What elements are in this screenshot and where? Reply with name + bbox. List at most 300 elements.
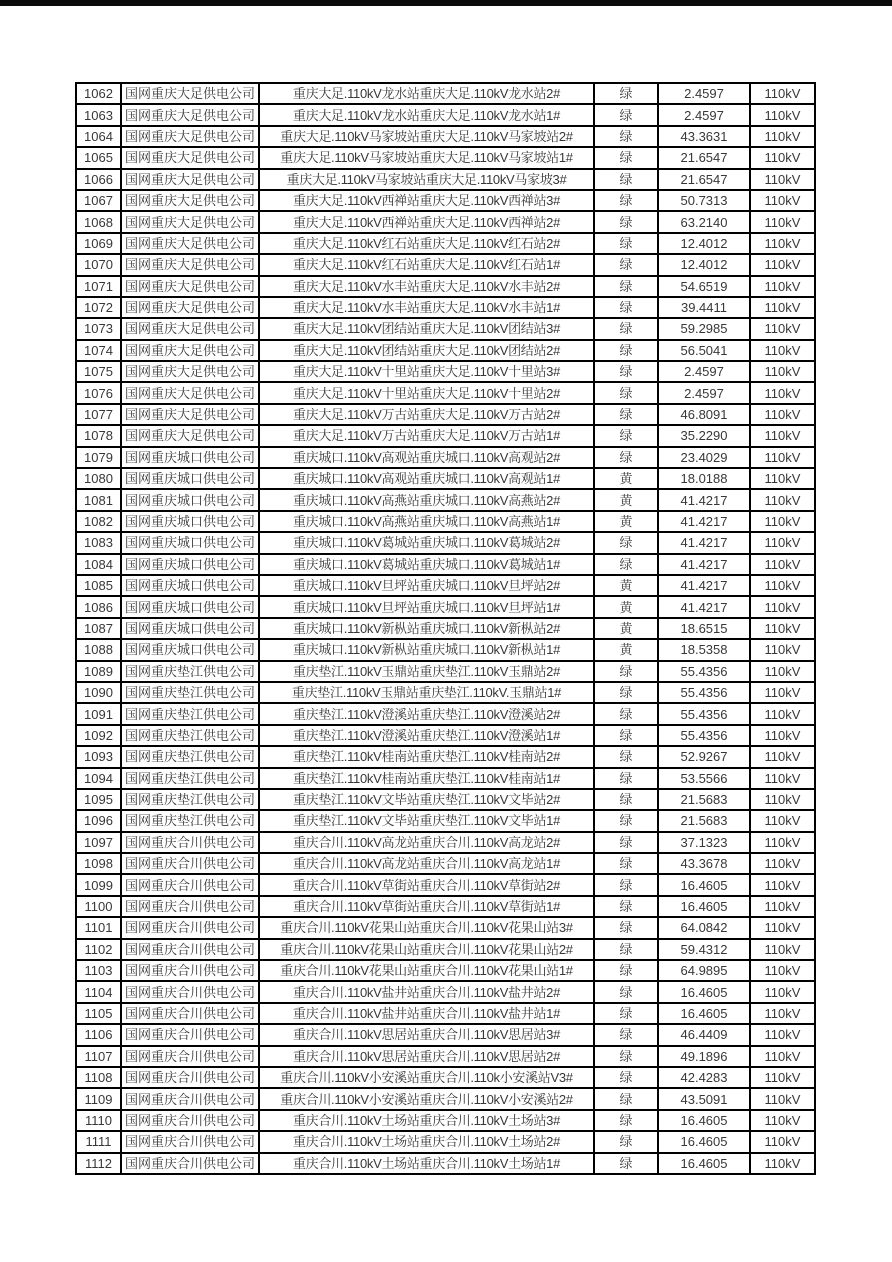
table-row [76, 1024, 815, 1045]
device-cell: 重庆大足.110kV万古站重庆大足.110kV万古站2# [259, 404, 594, 425]
device-cell: 重庆合川.110kV盐井站重庆合川.110kV盐井站2# [259, 981, 594, 1002]
company-cell: 国网重庆城口供电公司 [121, 447, 259, 468]
row-index-cell: 1096 [76, 810, 121, 831]
company-cell: 国网重庆大足供电公司 [121, 211, 259, 232]
value-cell: 16.4605 [658, 874, 750, 895]
value-cell: 43.3631 [658, 126, 750, 147]
table-row [76, 896, 815, 917]
company-cell: 国网重庆合川供电公司 [121, 1024, 259, 1045]
device-cell: 重庆合川.110kV小安溪站重庆合川.110k小安溪站V3# [259, 1067, 594, 1088]
table-row [76, 83, 815, 104]
value-cell: 55.4356 [658, 682, 750, 703]
table-row [76, 596, 815, 617]
device-cell: 重庆垫江.110kV澄溪站重庆垫江.110kV澄溪站2# [259, 703, 594, 724]
company-cell: 国网重庆大足供电公司 [121, 361, 259, 382]
company-cell: 国网重庆城口供电公司 [121, 618, 259, 639]
voltage-cell: 110kV [750, 917, 815, 938]
company-cell: 国网重庆城口供电公司 [121, 468, 259, 489]
company-cell: 国网重庆合川供电公司 [121, 981, 259, 1002]
table-row [76, 1110, 815, 1131]
voltage-cell: 110kV [750, 211, 815, 232]
table-row [76, 960, 815, 981]
voltage-cell: 110kV [750, 1131, 815, 1152]
voltage-cell: 110kV [750, 639, 815, 660]
status-cell: 绿 [594, 896, 658, 917]
company-cell: 国网重庆大足供电公司 [121, 276, 259, 297]
company-cell: 国网重庆大足供电公司 [121, 190, 259, 211]
company-cell: 国网重庆合川供电公司 [121, 896, 259, 917]
status-cell: 黄 [594, 639, 658, 660]
company-cell: 国网重庆大足供电公司 [121, 169, 259, 190]
voltage-cell: 110kV [750, 404, 815, 425]
company-cell: 国网重庆大足供电公司 [121, 233, 259, 254]
table-row [76, 276, 815, 297]
value-cell: 16.4605 [658, 1131, 750, 1152]
row-index-cell: 1109 [76, 1088, 121, 1109]
company-cell: 国网重庆垫江供电公司 [121, 768, 259, 789]
device-cell: 重庆合川.110kV高龙站重庆合川.110kV高龙站2# [259, 832, 594, 853]
company-cell: 国网重庆垫江供电公司 [121, 682, 259, 703]
device-cell: 重庆合川.110kV土场站重庆合川.110kV土场站1# [259, 1153, 594, 1174]
table-row [76, 425, 815, 446]
status-cell: 绿 [594, 1131, 658, 1152]
row-index-cell: 1070 [76, 254, 121, 275]
status-cell: 绿 [594, 874, 658, 895]
status-cell: 绿 [594, 768, 658, 789]
row-index-cell: 1100 [76, 896, 121, 917]
table-row [76, 361, 815, 382]
value-cell: 55.4356 [658, 703, 750, 724]
company-cell: 国网重庆城口供电公司 [121, 489, 259, 510]
substation-data-table [75, 82, 816, 1175]
status-cell: 绿 [594, 340, 658, 361]
voltage-cell: 110kV [750, 981, 815, 1002]
device-cell: 重庆合川.110kV花果山站重庆合川.110kV花果山站1# [259, 960, 594, 981]
voltage-cell: 110kV [750, 318, 815, 339]
device-cell: 重庆城口.110kV高燕站重庆城口.110kV高燕站2# [259, 489, 594, 510]
device-cell: 重庆垫江.110kV桂南站重庆垫江.110kV桂南站1# [259, 768, 594, 789]
company-cell: 国网重庆垫江供电公司 [121, 810, 259, 831]
table-row [76, 703, 815, 724]
value-cell: 41.4217 [658, 532, 750, 553]
value-cell: 21.6547 [658, 147, 750, 168]
device-cell: 重庆合川.110kV花果山站重庆合川.110kV花果山站3# [259, 917, 594, 938]
row-index-cell: 1074 [76, 340, 121, 361]
company-cell: 国网重庆城口供电公司 [121, 596, 259, 617]
device-cell: 重庆城口.110kV高燕站重庆城口.110kV高燕站1# [259, 511, 594, 532]
row-index-cell: 1077 [76, 404, 121, 425]
status-cell: 绿 [594, 746, 658, 767]
status-cell: 绿 [594, 1088, 658, 1109]
value-cell: 23.4029 [658, 447, 750, 468]
row-index-cell: 1072 [76, 297, 121, 318]
voltage-cell: 110kV [750, 703, 815, 724]
table-row [76, 1153, 815, 1174]
voltage-cell: 110kV [750, 254, 815, 275]
status-cell: 绿 [594, 1067, 658, 1088]
status-cell: 绿 [594, 1003, 658, 1024]
row-index-cell: 1085 [76, 575, 121, 596]
value-cell: 16.4605 [658, 981, 750, 1002]
company-cell: 国网重庆合川供电公司 [121, 874, 259, 895]
voltage-cell: 110kV [750, 746, 815, 767]
company-cell: 国网重庆合川供电公司 [121, 1131, 259, 1152]
page-top-edge-bar [0, 0, 892, 6]
table-row [76, 169, 815, 190]
table-row [76, 104, 815, 125]
table-row [76, 768, 815, 789]
value-cell: 18.0188 [658, 468, 750, 489]
table-row [76, 318, 815, 339]
voltage-cell: 110kV [750, 489, 815, 510]
row-index-cell: 1094 [76, 768, 121, 789]
device-cell: 重庆城口.110kV葛城站重庆城口.110kV葛城站1# [259, 554, 594, 575]
company-cell: 国网重庆合川供电公司 [121, 939, 259, 960]
company-cell: 国网重庆垫江供电公司 [121, 725, 259, 746]
voltage-cell: 110kV [750, 532, 815, 553]
status-cell: 黄 [594, 575, 658, 596]
row-index-cell: 1069 [76, 233, 121, 254]
table-row [76, 810, 815, 831]
device-cell: 重庆合川.110kV高龙站重庆合川.110kV高龙站1# [259, 853, 594, 874]
status-cell: 绿 [594, 104, 658, 125]
device-cell: 重庆城口.110kV高观站重庆城口.110kV高观站1# [259, 468, 594, 489]
row-index-cell: 1071 [76, 276, 121, 297]
row-index-cell: 1087 [76, 618, 121, 639]
status-cell: 绿 [594, 233, 658, 254]
row-index-cell: 1080 [76, 468, 121, 489]
value-cell: 54.6519 [658, 276, 750, 297]
device-cell: 重庆合川.110kV土场站重庆合川.110kV土场站2# [259, 1131, 594, 1152]
value-cell: 52.9267 [658, 746, 750, 767]
value-cell: 2.4597 [658, 361, 750, 382]
voltage-cell: 110kV [750, 1003, 815, 1024]
row-index-cell: 1088 [76, 639, 121, 660]
value-cell: 21.5683 [658, 810, 750, 831]
row-index-cell: 1083 [76, 532, 121, 553]
value-cell: 64.9895 [658, 960, 750, 981]
status-cell: 绿 [594, 1110, 658, 1131]
row-index-cell: 1075 [76, 361, 121, 382]
voltage-cell: 110kV [750, 425, 815, 446]
table-row [76, 618, 815, 639]
table-row [76, 211, 815, 232]
row-index-cell: 1106 [76, 1024, 121, 1045]
company-cell: 国网重庆垫江供电公司 [121, 746, 259, 767]
device-cell: 重庆大足.110kV水丰站重庆大足.110kV水丰站2# [259, 276, 594, 297]
row-index-cell: 1095 [76, 789, 121, 810]
voltage-cell: 110kV [750, 1046, 815, 1067]
value-cell: 43.5091 [658, 1088, 750, 1109]
status-cell: 绿 [594, 810, 658, 831]
status-cell: 绿 [594, 661, 658, 682]
device-cell: 重庆合川.110kV草街站重庆合川.110kV草街站1# [259, 896, 594, 917]
status-cell: 绿 [594, 939, 658, 960]
status-cell: 黄 [594, 596, 658, 617]
device-cell: 重庆大足.110kV西禅站重庆大足.110kV西禅站2# [259, 211, 594, 232]
voltage-cell: 110kV [750, 361, 815, 382]
status-cell: 黄 [594, 511, 658, 532]
voltage-cell: 110kV [750, 297, 815, 318]
value-cell: 41.4217 [658, 575, 750, 596]
status-cell: 绿 [594, 789, 658, 810]
voltage-cell: 110kV [750, 1024, 815, 1045]
table-row [76, 639, 815, 660]
company-cell: 国网重庆城口供电公司 [121, 511, 259, 532]
voltage-cell: 110kV [750, 511, 815, 532]
device-cell: 重庆垫江.110kV文毕站重庆垫江.110kV文毕站2# [259, 789, 594, 810]
table-row [76, 447, 815, 468]
table-row [76, 661, 815, 682]
voltage-cell: 110kV [750, 768, 815, 789]
device-cell: 重庆大足.110kV团结站重庆大足.110kV团结站3# [259, 318, 594, 339]
status-cell: 绿 [594, 126, 658, 147]
company-cell: 国网重庆垫江供电公司 [121, 703, 259, 724]
device-cell: 重庆大足.110kV龙水站重庆大足.110kV龙水站2# [259, 83, 594, 104]
table-row [76, 126, 815, 147]
company-cell: 国网重庆合川供电公司 [121, 960, 259, 981]
voltage-cell: 110kV [750, 618, 815, 639]
table-row [76, 1046, 815, 1067]
device-cell: 重庆大足.110kV西禅站重庆大足.110kV西禅站3# [259, 190, 594, 211]
table-row [76, 575, 815, 596]
value-cell: 64.0842 [658, 917, 750, 938]
status-cell: 绿 [594, 83, 658, 104]
company-cell: 国网重庆合川供电公司 [121, 917, 259, 938]
table-row [76, 468, 815, 489]
device-cell: 重庆垫江.110kV玉鼎站重庆垫江.110kV玉鼎站2# [259, 661, 594, 682]
row-index-cell: 1112 [76, 1153, 121, 1174]
status-cell: 绿 [594, 532, 658, 553]
status-cell: 绿 [594, 276, 658, 297]
voltage-cell: 110kV [750, 682, 815, 703]
row-index-cell: 1078 [76, 425, 121, 446]
table-row [76, 1067, 815, 1088]
device-cell: 重庆城口.110kV葛城站重庆城口.110kV葛城站2# [259, 532, 594, 553]
status-cell: 绿 [594, 682, 658, 703]
voltage-cell: 110kV [750, 276, 815, 297]
voltage-cell: 110kV [750, 126, 815, 147]
table-row [76, 939, 815, 960]
status-cell: 绿 [594, 832, 658, 853]
table-row [76, 190, 815, 211]
voltage-cell: 110kV [750, 960, 815, 981]
row-index-cell: 1089 [76, 661, 121, 682]
value-cell: 16.4605 [658, 1153, 750, 1174]
row-index-cell: 1099 [76, 874, 121, 895]
row-index-cell: 1098 [76, 853, 121, 874]
device-cell: 重庆大足.110kV十里站重庆大足.110kV十里站3# [259, 361, 594, 382]
device-cell: 重庆大足.110kV马家坡站重庆大足.110kV马家坡3# [259, 169, 594, 190]
voltage-cell: 110kV [750, 340, 815, 361]
voltage-cell: 110kV [750, 468, 815, 489]
table-row [76, 746, 815, 767]
company-cell: 国网重庆城口供电公司 [121, 532, 259, 553]
status-cell: 绿 [594, 169, 658, 190]
voltage-cell: 110kV [750, 832, 815, 853]
row-index-cell: 1064 [76, 126, 121, 147]
device-cell: 重庆大足.110kV红石站重庆大足.110kV红石站1# [259, 254, 594, 275]
company-cell: 国网重庆垫江供电公司 [121, 661, 259, 682]
table-row [76, 874, 815, 895]
device-cell: 重庆大足.110kV水丰站重庆大足.110kV水丰站1# [259, 297, 594, 318]
company-cell: 国网重庆合川供电公司 [121, 1088, 259, 1109]
table-row [76, 1003, 815, 1024]
voltage-cell: 110kV [750, 554, 815, 575]
status-cell: 绿 [594, 190, 658, 211]
company-cell: 国网重庆合川供电公司 [121, 1110, 259, 1131]
status-cell: 绿 [594, 960, 658, 981]
status-cell: 绿 [594, 404, 658, 425]
value-cell: 39.4411 [658, 297, 750, 318]
value-cell: 59.2985 [658, 318, 750, 339]
row-index-cell: 1105 [76, 1003, 121, 1024]
status-cell: 绿 [594, 318, 658, 339]
voltage-cell: 110kV [750, 104, 815, 125]
table-row [76, 725, 815, 746]
row-index-cell: 1076 [76, 382, 121, 403]
device-cell: 重庆大足.110kV马家坡站重庆大足.110kV马家坡站2# [259, 126, 594, 147]
value-cell: 16.4605 [658, 1003, 750, 1024]
row-index-cell: 1091 [76, 703, 121, 724]
status-cell: 绿 [594, 147, 658, 168]
voltage-cell: 110kV [750, 810, 815, 831]
device-cell: 重庆大足.110kV十里站重庆大足.110kV十里站2# [259, 382, 594, 403]
value-cell: 12.4012 [658, 233, 750, 254]
row-index-cell: 1090 [76, 682, 121, 703]
table-row [76, 917, 815, 938]
table-row [76, 297, 815, 318]
row-index-cell: 1073 [76, 318, 121, 339]
device-cell: 重庆城口.110kV新枞站重庆城口.110kV新枞站2# [259, 618, 594, 639]
device-cell: 重庆合川.110kV小安溪站重庆合川.110kV小安溪站2# [259, 1088, 594, 1109]
value-cell: 46.4409 [658, 1024, 750, 1045]
voltage-cell: 110kV [750, 939, 815, 960]
status-cell: 绿 [594, 981, 658, 1002]
table-row [76, 1088, 815, 1109]
device-cell: 重庆城口.110kV旦坪站重庆城口.110kV旦坪站1# [259, 596, 594, 617]
company-cell: 国网重庆合川供电公司 [121, 1003, 259, 1024]
status-cell: 绿 [594, 297, 658, 318]
company-cell: 国网重庆大足供电公司 [121, 297, 259, 318]
company-cell: 国网重庆大足供电公司 [121, 340, 259, 361]
device-cell: 重庆城口.110kV新枞站重庆城口.110kV新枞站1# [259, 639, 594, 660]
status-cell: 绿 [594, 554, 658, 575]
row-index-cell: 1092 [76, 725, 121, 746]
device-cell: 重庆垫江.110kV桂南站重庆垫江.110kV桂南站2# [259, 746, 594, 767]
row-index-cell: 1062 [76, 83, 121, 104]
value-cell: 41.4217 [658, 489, 750, 510]
row-index-cell: 1068 [76, 211, 121, 232]
row-index-cell: 1066 [76, 169, 121, 190]
row-index-cell: 1081 [76, 489, 121, 510]
voltage-cell: 110kV [750, 725, 815, 746]
voltage-cell: 110kV [750, 147, 815, 168]
voltage-cell: 110kV [750, 447, 815, 468]
status-cell: 黄 [594, 489, 658, 510]
device-cell: 重庆合川.110kV土场站重庆合川.110kV土场站3# [259, 1110, 594, 1131]
value-cell: 12.4012 [658, 254, 750, 275]
company-cell: 国网重庆大足供电公司 [121, 126, 259, 147]
row-index-cell: 1093 [76, 746, 121, 767]
status-cell: 绿 [594, 382, 658, 403]
status-cell: 绿 [594, 254, 658, 275]
row-index-cell: 1101 [76, 917, 121, 938]
company-cell: 国网重庆城口供电公司 [121, 639, 259, 660]
table-row [76, 554, 815, 575]
device-cell: 重庆大足.110kV万古站重庆大足.110kV万古站1# [259, 425, 594, 446]
value-cell: 16.4605 [658, 1110, 750, 1131]
value-cell: 49.1896 [658, 1046, 750, 1067]
value-cell: 43.3678 [658, 853, 750, 874]
voltage-cell: 110kV [750, 853, 815, 874]
status-cell: 绿 [594, 211, 658, 232]
value-cell: 41.4217 [658, 596, 750, 617]
row-index-cell: 1065 [76, 147, 121, 168]
table-row [76, 254, 815, 275]
value-cell: 18.6515 [658, 618, 750, 639]
table-row [76, 853, 815, 874]
row-index-cell: 1102 [76, 939, 121, 960]
company-cell: 国网重庆大足供电公司 [121, 318, 259, 339]
voltage-cell: 110kV [750, 661, 815, 682]
device-cell: 重庆大足.110kV马家坡站重庆大足.110kV马家坡站1# [259, 147, 594, 168]
device-cell: 重庆大足.110kV红石站重庆大足.110kV红石站2# [259, 233, 594, 254]
table-row [76, 789, 815, 810]
table-row [76, 511, 815, 532]
row-index-cell: 1067 [76, 190, 121, 211]
device-cell: 重庆垫江.110kV文毕站重庆垫江.110kV文毕站1# [259, 810, 594, 831]
company-cell: 国网重庆大足供电公司 [121, 83, 259, 104]
device-cell: 重庆大足.110kV龙水站重庆大足.110kV龙水站1# [259, 104, 594, 125]
company-cell: 国网重庆大足供电公司 [121, 404, 259, 425]
row-index-cell: 1097 [76, 832, 121, 853]
value-cell: 21.6547 [658, 169, 750, 190]
company-cell: 国网重庆合川供电公司 [121, 1067, 259, 1088]
company-cell: 国网重庆大足供电公司 [121, 147, 259, 168]
status-cell: 绿 [594, 725, 658, 746]
company-cell: 国网重庆大足供电公司 [121, 382, 259, 403]
value-cell: 2.4597 [658, 382, 750, 403]
company-cell: 国网重庆大足供电公司 [121, 425, 259, 446]
value-cell: 42.4283 [658, 1067, 750, 1088]
value-cell: 50.7313 [658, 190, 750, 211]
row-index-cell: 1079 [76, 447, 121, 468]
value-cell: 56.5041 [658, 340, 750, 361]
company-cell: 国网重庆大足供电公司 [121, 254, 259, 275]
voltage-cell: 110kV [750, 575, 815, 596]
value-cell: 55.4356 [658, 661, 750, 682]
value-cell: 55.4356 [658, 725, 750, 746]
voltage-cell: 110kV [750, 233, 815, 254]
row-index-cell: 1108 [76, 1067, 121, 1088]
table-row [76, 532, 815, 553]
voltage-cell: 110kV [750, 874, 815, 895]
company-cell: 国网重庆合川供电公司 [121, 1046, 259, 1067]
device-cell: 重庆合川.110kV思居站重庆合川.110kV思居站2# [259, 1046, 594, 1067]
value-cell: 2.4597 [658, 104, 750, 125]
device-cell: 重庆城口.110kV旦坪站重庆城口.110kV旦坪站2# [259, 575, 594, 596]
voltage-cell: 110kV [750, 382, 815, 403]
voltage-cell: 110kV [750, 789, 815, 810]
row-index-cell: 1111 [76, 1131, 121, 1152]
value-cell: 2.4597 [658, 83, 750, 104]
value-cell: 53.5566 [658, 768, 750, 789]
status-cell: 绿 [594, 425, 658, 446]
voltage-cell: 110kV [750, 896, 815, 917]
row-index-cell: 1103 [76, 960, 121, 981]
device-cell: 重庆大足.110kV团结站重庆大足.110kV团结站2# [259, 340, 594, 361]
